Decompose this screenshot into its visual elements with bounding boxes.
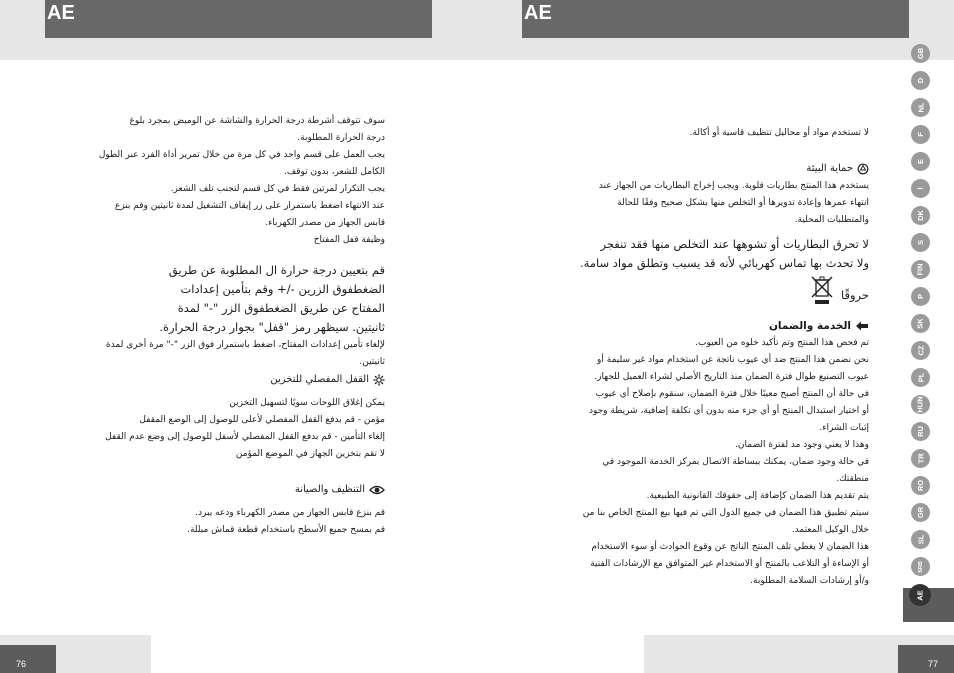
paragraph: أو الإساءة أو التلاعب بالمنتج أو الاستخدام غير المتوافق مع الإرشادات الفنية xyxy=(590,559,869,569)
language-tab-f[interactable]: F xyxy=(911,125,930,144)
paragraph: في حالة وجود ضمان، يمكنك ببساطة الاتصال بمركز الخدمة الموجود في xyxy=(602,457,869,467)
storage-title-text: القفل المفصلي للتخزين xyxy=(270,374,369,385)
cleaning-section-title xyxy=(87,481,385,499)
language-tab-s[interactable]: S xyxy=(911,233,930,252)
large-paragraph: ثانيتين. سيظهر رمز "قفل" بجوار درجة الحرارة. xyxy=(159,320,385,334)
paragraph: إلغاء التأمين - قم بدفع القفل المفصلي لأسفل للوصول إلى وضع عدم القفل xyxy=(105,432,385,442)
paragraph: والمتطلبات المحلية. xyxy=(794,215,869,225)
paragraph: أو اختيار استبدال المنتج أو أي جزء منه بدون أي تكلفة إضافية، شريطة وجود xyxy=(588,406,869,416)
battery-warning-suffix: حروقًا xyxy=(840,288,869,302)
cleaning-title-text: التنظيف والصيانة xyxy=(294,484,365,495)
recycle-icon xyxy=(857,163,869,175)
page-number-box xyxy=(898,645,954,673)
header-label: AE xyxy=(47,2,75,24)
paragraph: خلال الوكيل المعتمد. xyxy=(791,525,869,535)
paragraph: مؤمن - قم بدفع القفل المفصلي لأعلى للوصول إلى الوضع المقفل xyxy=(139,415,385,425)
storage-section-title xyxy=(87,371,385,389)
service-title-text: الخدمة والضمان xyxy=(768,320,851,332)
paragraph: لا تقم بتخزين الجهاز في الموضع المؤمن xyxy=(235,449,385,459)
large-paragraph: قم بتعيين درجة حرارة ال المطلوبة عن طريق xyxy=(168,263,385,277)
language-tab-tr[interactable]: TR xyxy=(911,449,930,468)
language-tab-fin[interactable]: FIN xyxy=(911,260,930,279)
paragraph: الكامل للشعر، بدون توقف. xyxy=(284,167,385,177)
paragraph: هذا الضمان لا يغطي تلف المنتج الناتج عن وقوع الحوادث أو سوء الاستخدام xyxy=(591,542,869,552)
language-tabs xyxy=(908,44,932,614)
language-tab-d[interactable]: D xyxy=(911,71,930,90)
paragraph: سيتم تطبيق هذا الضمان في جميع الدول التي تم فيها بيع المنتج الخاص بنا من xyxy=(582,508,869,518)
paragraph: منطقتك. xyxy=(836,474,869,484)
environment-section-title xyxy=(572,160,869,178)
paragraph: و/أو إرشادات السلامة المطلوبة. xyxy=(750,576,869,586)
language-tab-dk[interactable]: DK xyxy=(911,206,930,225)
battery-warning: ولا تحدث بها تماس كهربائي لأنه قد يسبب وتطلق مواد سامة. xyxy=(580,256,869,270)
language-tab-ae[interactable]: AE xyxy=(909,584,931,606)
paragraph: إثبات الشراء. xyxy=(819,423,869,433)
large-paragraph: المفتاح عن طريق الضغطفوق الزر "-" لمدة xyxy=(177,301,385,315)
language-tab-e[interactable]: E xyxy=(911,152,930,171)
language-tab-ro[interactable]: RO xyxy=(911,476,930,495)
paragraph: انتهاء عمرها وإعادة تدويرها أو التخلص منها بشكل صحيح وفقًا للحالة xyxy=(617,198,869,208)
language-tab-gb[interactable]: GB xyxy=(911,44,930,63)
header-bar xyxy=(45,0,432,38)
language-tab-sl[interactable]: SL xyxy=(911,530,930,549)
content-column xyxy=(87,113,385,539)
page-number-box xyxy=(0,645,56,673)
paragraph: عيوب التصنيع طوال فترة الضمان منذ التاريخ الأصلي لشراء العميل للجهاز. xyxy=(594,372,869,382)
large-paragraph: الضغطفوق الزرين -/+ وقم بتأمين إعدادات xyxy=(180,282,385,296)
paragraph: ثانيتين. xyxy=(359,357,385,367)
paragraph: لا تستخدم مواد أو محاليل تنظيف قاسية أو أكالة. xyxy=(689,128,869,138)
language-tab-hun[interactable]: HUN xyxy=(911,395,930,414)
language-tab-nl[interactable]: NL xyxy=(911,98,930,117)
paragraph: وهذا لا يعني وجود مد لفترة الضمان. xyxy=(735,440,869,450)
paragraph: قم بنزع قابس الجهاز من مصدر الكهرباء ودعه يبرد. xyxy=(195,508,385,518)
paragraph: يستخدم هذا المنتج بطاريات قلوية. ويجب إخراج البطاريات من الجهاز عند xyxy=(598,181,869,191)
header-label: AE xyxy=(524,2,552,24)
language-tab-ru[interactable]: RU xyxy=(911,422,930,441)
paragraph: يمكن إغلاق اللوحات سويًا لتسهيل التخزين xyxy=(229,398,385,408)
service-section-title xyxy=(572,317,869,335)
paragraph: قم بمسح جميع الأسطح باستخدام قطعة قماش مبللة. xyxy=(187,525,385,535)
right-page xyxy=(477,0,954,673)
paragraph: درجة الحرارة المطلوبة. xyxy=(297,133,385,143)
content-column xyxy=(572,125,869,590)
language-tab-cz[interactable]: CZ xyxy=(911,341,930,360)
language-tab-p[interactable]: P xyxy=(911,287,930,306)
paragraph: في حالة أن المنتج أصبح معيبًا خلال فترة الضمان، سنقوم بإصلاح أي عيوب xyxy=(595,389,869,399)
environment-title-text: حماية البيئة xyxy=(806,163,853,174)
paragraph: يجب العمل على قسم واحد في كل مرة من خلال تمرير أداة الفرد عبر الطول xyxy=(98,150,385,160)
eye-icon xyxy=(369,484,385,496)
paragraph: وظيفة قفل المفتاح xyxy=(313,235,385,245)
gear-icon xyxy=(373,374,385,386)
paragraph: تم فحص هذا المنتج وتم تأكيد خلوه من العيوب. xyxy=(695,338,869,348)
paragraph: يجب التكرار لمرتين فقط في كل قسم لتجنب تلف الشعر. xyxy=(170,184,385,194)
language-tab-gr[interactable]: GR xyxy=(911,503,930,522)
page-number: 76 xyxy=(16,659,27,669)
page-number: 77 xyxy=(927,659,938,669)
crossed-bin-icon xyxy=(809,275,835,305)
language-tab-pl[interactable]: PL xyxy=(911,368,930,387)
battery-warning: لا تحرق البطاريات أو تشوهها عند التخلص منها فقد تنفجر xyxy=(600,237,869,251)
header-bar xyxy=(522,0,909,38)
arrow-left-icon xyxy=(855,320,869,332)
paragraph: يتم تقديم هذا الضمان كإضافة إلى حقوقك القانونية الطبيعية. xyxy=(646,491,869,501)
battery-warning-end xyxy=(572,275,869,305)
paragraph: سوف تتوقف أشرطة درجة الحرارة والشاشة عن الوميض بمجرد بلوغ xyxy=(129,116,385,126)
language-tab-i[interactable]: I xyxy=(911,179,930,198)
paragraph: عند الانتهاء اضغط باستمرار على زر إيقاف التشغيل لمدة ثانيتين وقم بنزع xyxy=(114,201,385,211)
paragraph: نحن نضمن هذا المنتج ضد أي عيوب ناتجة عن استخدام مواد غير سليمة أو xyxy=(597,355,869,365)
paragraph: لإلغاء تأمين إعدادات المفتاح، اضغط باستمرار فوق الزر "-" مرة أخرى لمدة xyxy=(105,340,385,350)
language-tab-sk[interactable]: SK xyxy=(911,314,930,333)
paragraph: قابس الجهاز من مصدر الكهرباء. xyxy=(265,218,385,228)
language-tab-srb[interactable]: SRB xyxy=(911,557,930,576)
